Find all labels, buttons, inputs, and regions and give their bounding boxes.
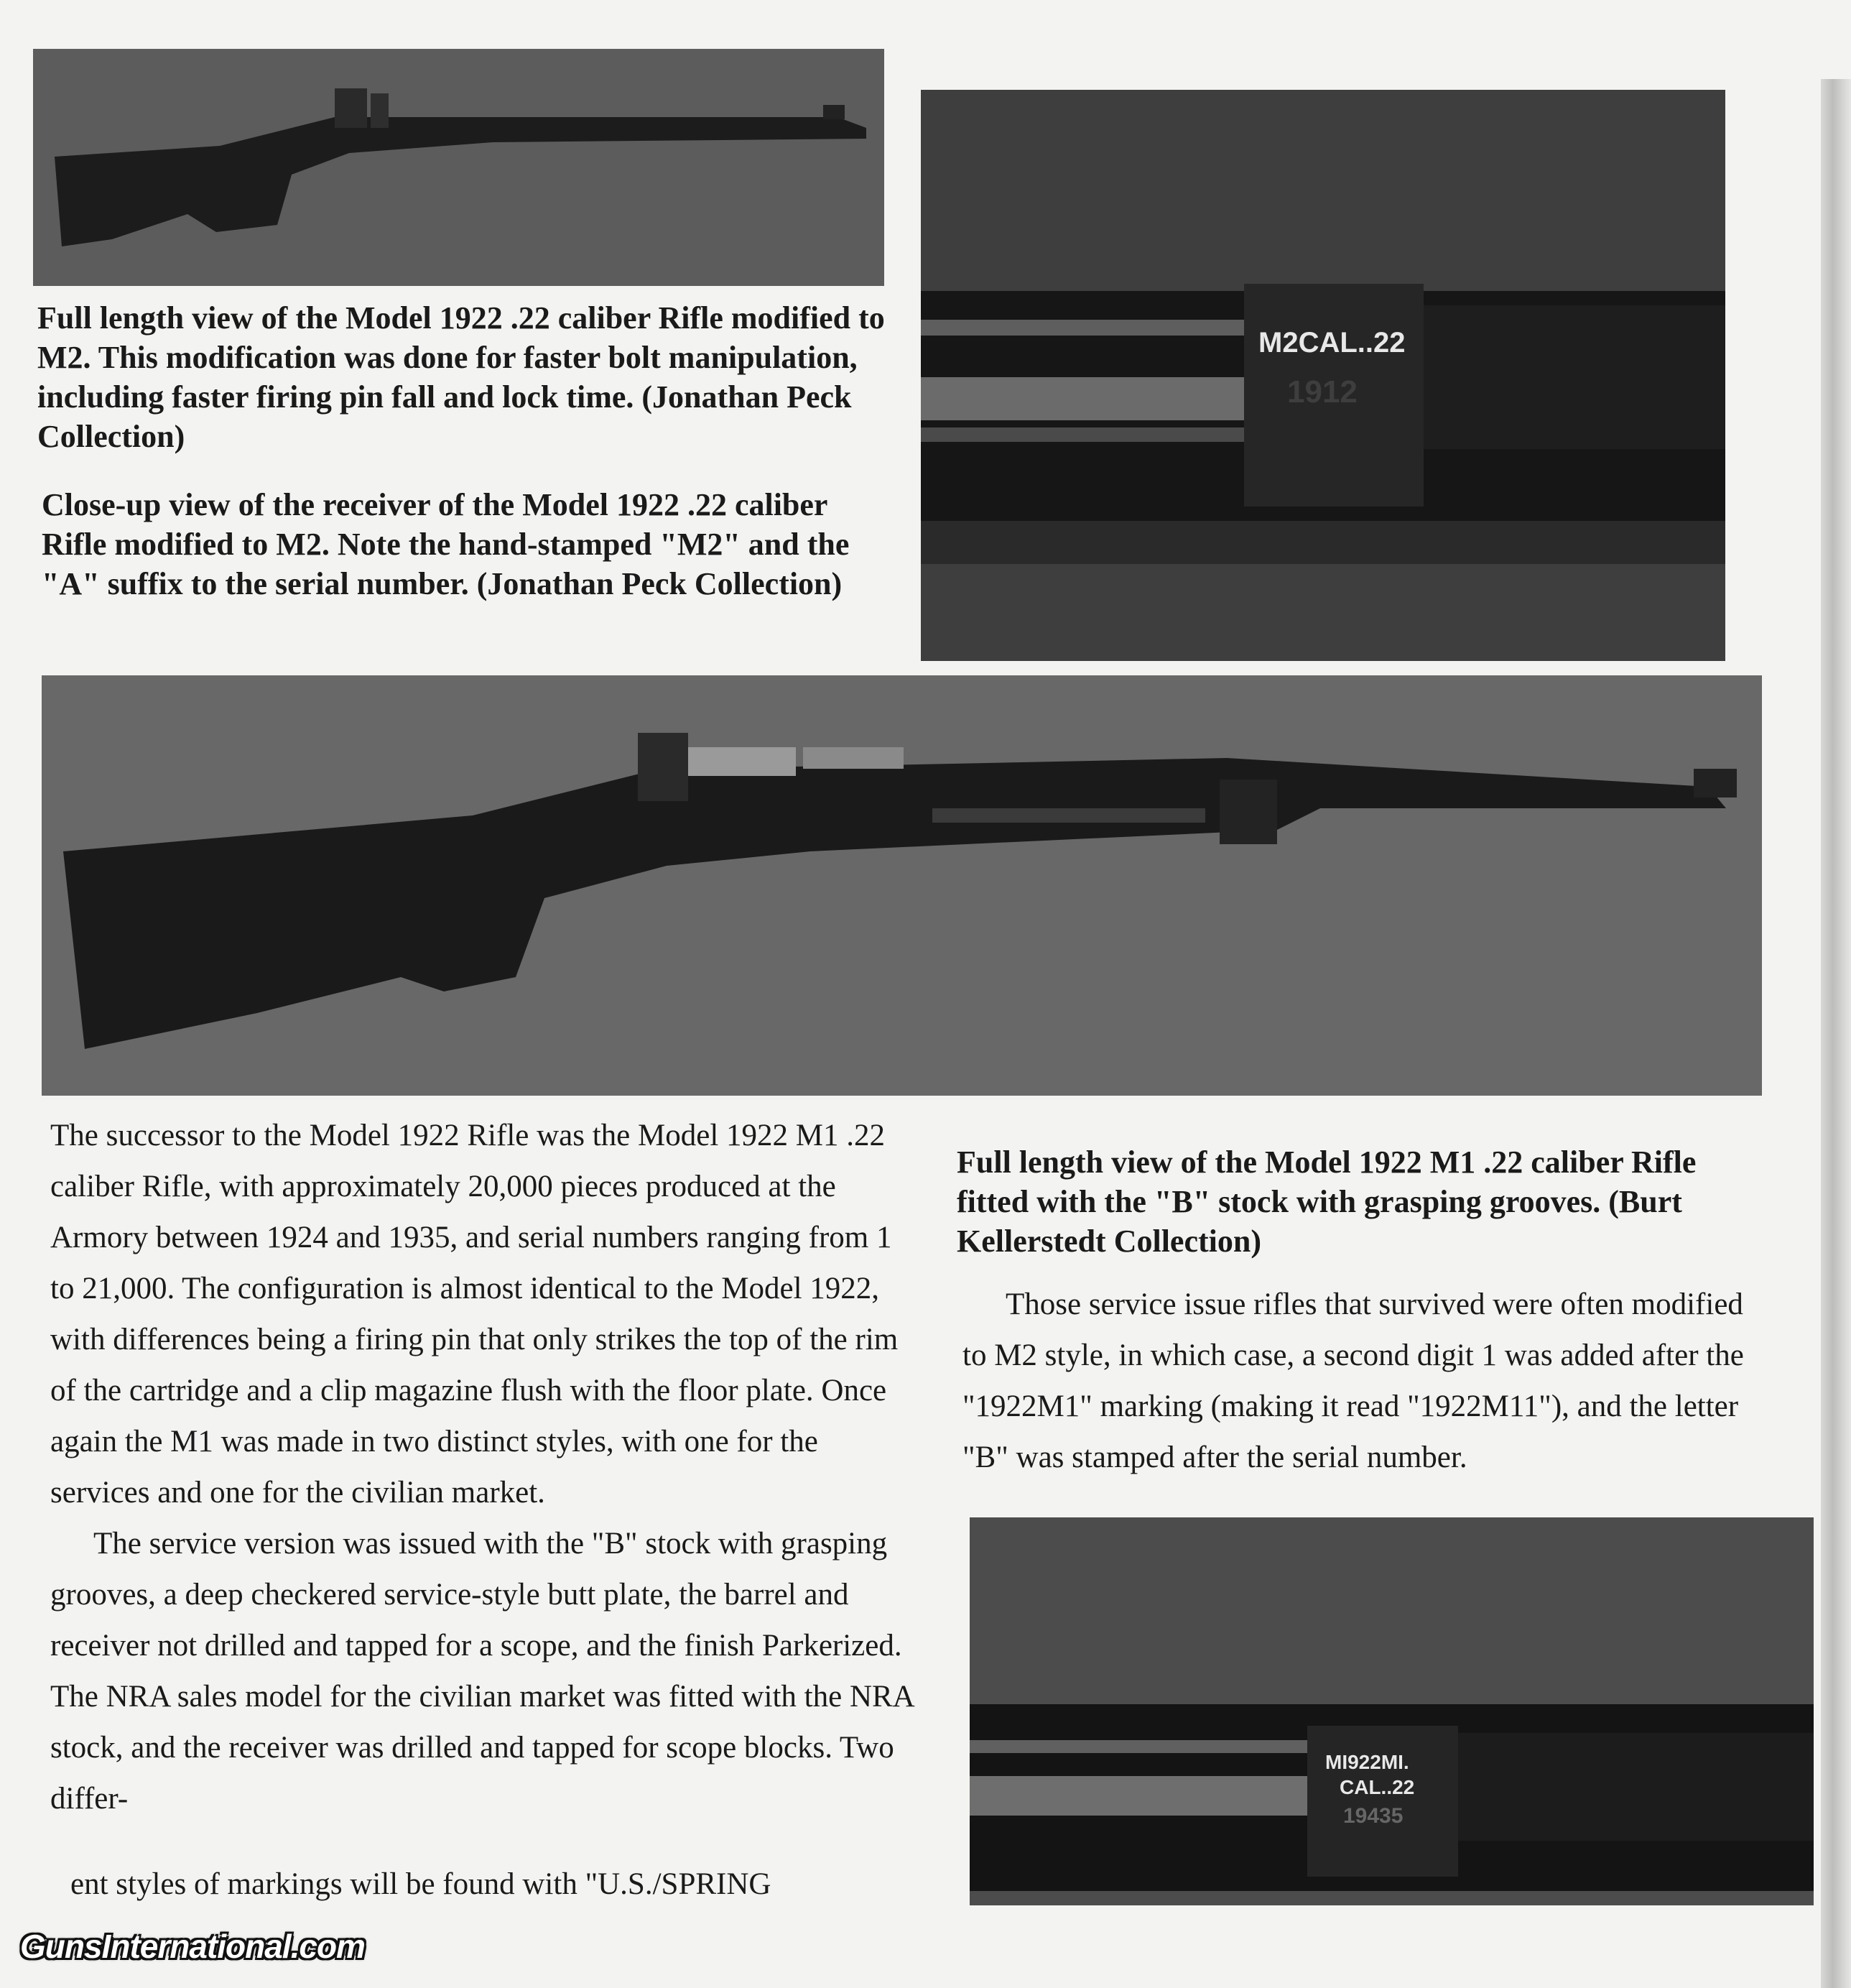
- photo-m1-full-length: [42, 675, 1762, 1096]
- page-edge: [1821, 79, 1851, 1988]
- caption-m2-full-length: Full length view of the Model 1922 .22 caliber Rifle modified to M2. This modification was done for faster bolt manipulation, including faster firing pin fall and lock time. (Jonathan Peck Collection): [37, 300, 885, 454]
- body-paragraph-service-issue: Those service issue rifles that survived were often modified to M2 style, in which case, a second digit 1 was added after the "1922M1" marking (making it read "1922M11"), and the letter "B" was stamped after the serial number.: [962, 1287, 1744, 1474]
- stamp-m1-serial: 19435: [1343, 1804, 1404, 1828]
- stamp-m2-serial: 1912: [1287, 374, 1358, 410]
- photo-m2-full-length: [33, 49, 884, 286]
- body-right-column: [962, 1279, 1760, 1483]
- body-paragraph-successor: The successor to the Model 1922 Rifle was the Model 1922 M1 .22 caliber Rifle, with approximately 20,000 pieces produced at the Armory between 1924 and 1935, and serial numbers ranging from 1 to 21,000. The configuration is almost identical to the Model 1922, with differences being a firing pin that only strikes the top of the rim of the cartridge and a clip magazine flush with the floor plate. Once again the M1 was made in two distinct styles, with one for the services and one for the civilian market.: [50, 1119, 899, 1510]
- stamp-m1-receiver-line1: MI922MI.: [1325, 1751, 1409, 1773]
- body-cut-line: [70, 1867, 918, 1901]
- caption-m1-full-length: Full length view of the Model 1922 M1 .22 caliber Rifle fitted with the "B" stock with grasping grooves. (Burt Kellerstedt Collection): [957, 1145, 1697, 1259]
- stamp-m2-receiver: M2CAL..22: [1258, 327, 1406, 359]
- body-paragraph-service-version: The service version was issued with the "B" stock with grasping grooves, a deep checkered service-style butt plate, the barrel and receiver not drilled and tapped for a scope, and the finish Parkerized. The NRA sales model for the civilian market was fitted with the NRA stock, and the receiver was drilled and tapped for scope blocks. Two differ-: [50, 1527, 914, 1816]
- body-cut-line-text: ent styles of markings will be found with "U.S./SPRING: [70, 1867, 771, 1901]
- photo-m1-receiver-closeup: [970, 1517, 1814, 1905]
- body-left-column: [50, 1110, 919, 1824]
- watermark-logo: GunsInternational.com: [20, 1928, 365, 1965]
- caption-m2-closeup: Close-up view of the receiver of the Model 1922 .22 caliber Rifle modified to M2. Note the hand-stamped "M2" and the "A" suffix to the serial number. (Jonathan Peck Collection): [42, 487, 850, 601]
- photo-m2-receiver-closeup: [921, 90, 1725, 661]
- stamp-m1-receiver-line2: CAL..22: [1340, 1776, 1415, 1798]
